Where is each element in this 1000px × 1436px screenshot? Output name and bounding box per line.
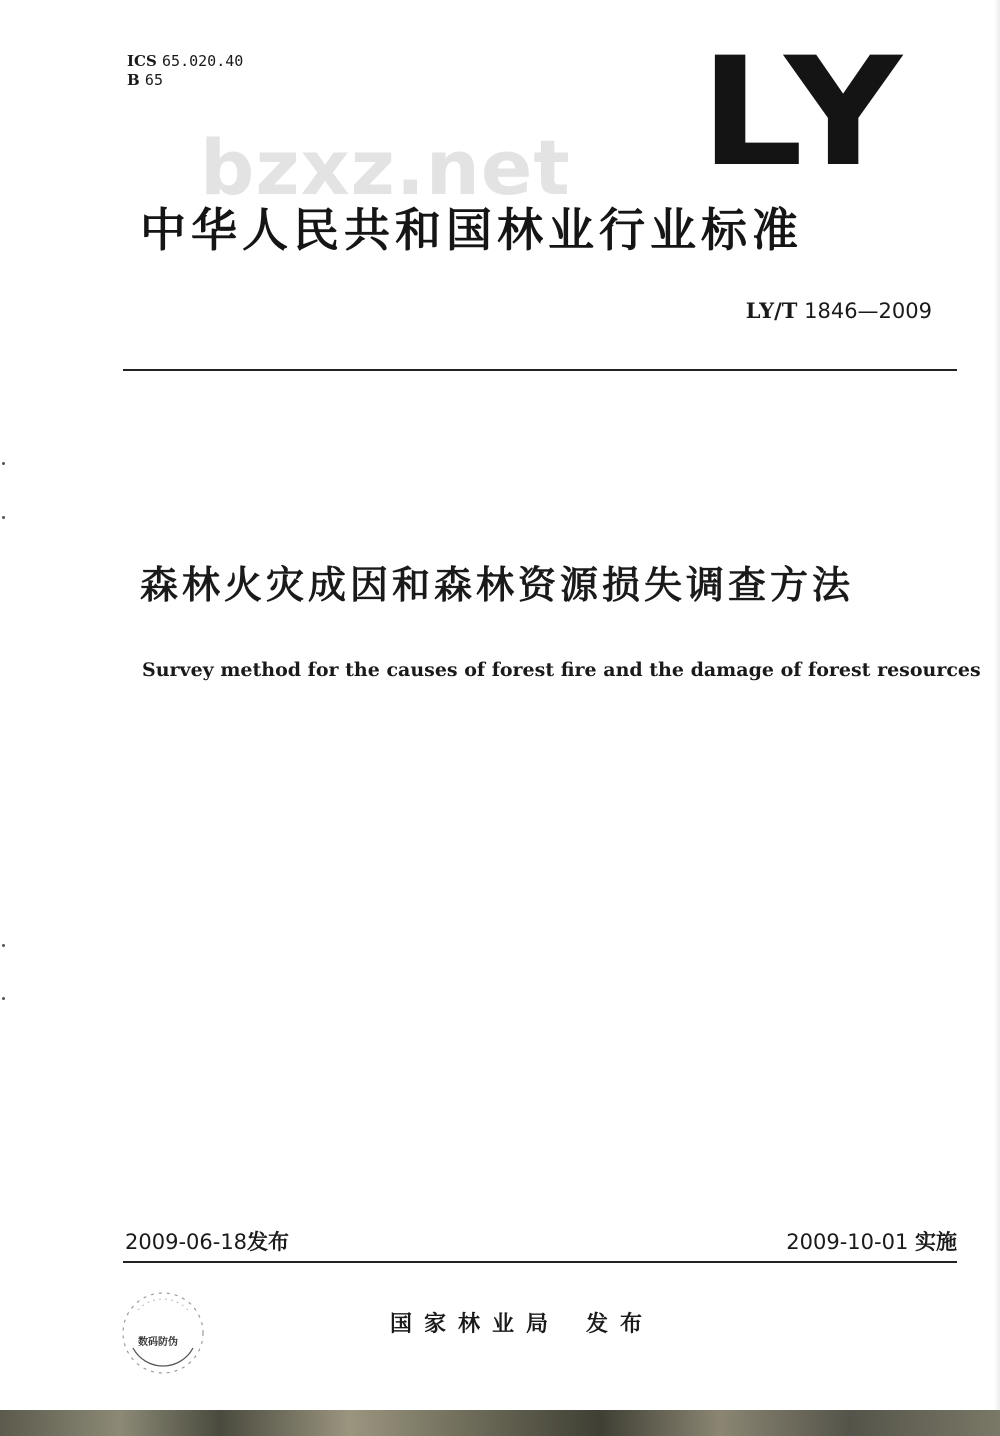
page-edge-shadow: [994, 0, 1000, 1410]
ccs-label: B: [127, 71, 140, 89]
ics-code: 65.020.40: [162, 52, 244, 70]
margin-mark: [2, 944, 5, 947]
ics-label: ICS: [127, 52, 157, 70]
implementation-date: [786, 1228, 957, 1256]
scan-background-strip: [0, 1410, 1000, 1436]
standard-code: [746, 298, 932, 324]
margin-mark: [2, 997, 5, 1000]
publisher-name: 国家林业局: [390, 1312, 561, 1337]
ccs-code: 65: [144, 71, 163, 89]
issue-date-label: 发布: [247, 1230, 290, 1254]
ics-code-line: [127, 52, 243, 71]
issue-date-value: 2009-06-18: [125, 1230, 248, 1254]
margin-mark: [2, 462, 5, 465]
standard-category-title: 中华人民共和国林业行业标准: [140, 203, 803, 257]
standard-code-number: 1846—2009: [804, 299, 932, 323]
issue-date: [125, 1228, 289, 1256]
document-title-en: Survey method for the causes of forest fire and the damage of forest resources: [142, 659, 981, 681]
classification-codes: [127, 52, 243, 90]
impl-date-value: 2009-10-01: [786, 1230, 909, 1254]
anti-counterfeit-stamp-icon: [118, 1288, 208, 1378]
top-divider: [123, 369, 957, 371]
bottom-divider: [123, 1261, 957, 1263]
ccs-code-line: [127, 71, 243, 90]
document-title-cn: 森林火灾成因和森林资源损失调查方法: [140, 563, 855, 607]
standard-code-prefix: LY/T: [745, 298, 798, 323]
margin-mark: [2, 516, 5, 519]
impl-date-label: 实施: [915, 1230, 957, 1254]
publisher: [390, 1310, 654, 1340]
ly-logo: LY: [700, 26, 909, 200]
publisher-verb: 发布: [586, 1312, 655, 1337]
stamp-text: 数码防伪: [138, 1337, 178, 1348]
watermark-text: bzxz.net: [200, 123, 571, 212]
